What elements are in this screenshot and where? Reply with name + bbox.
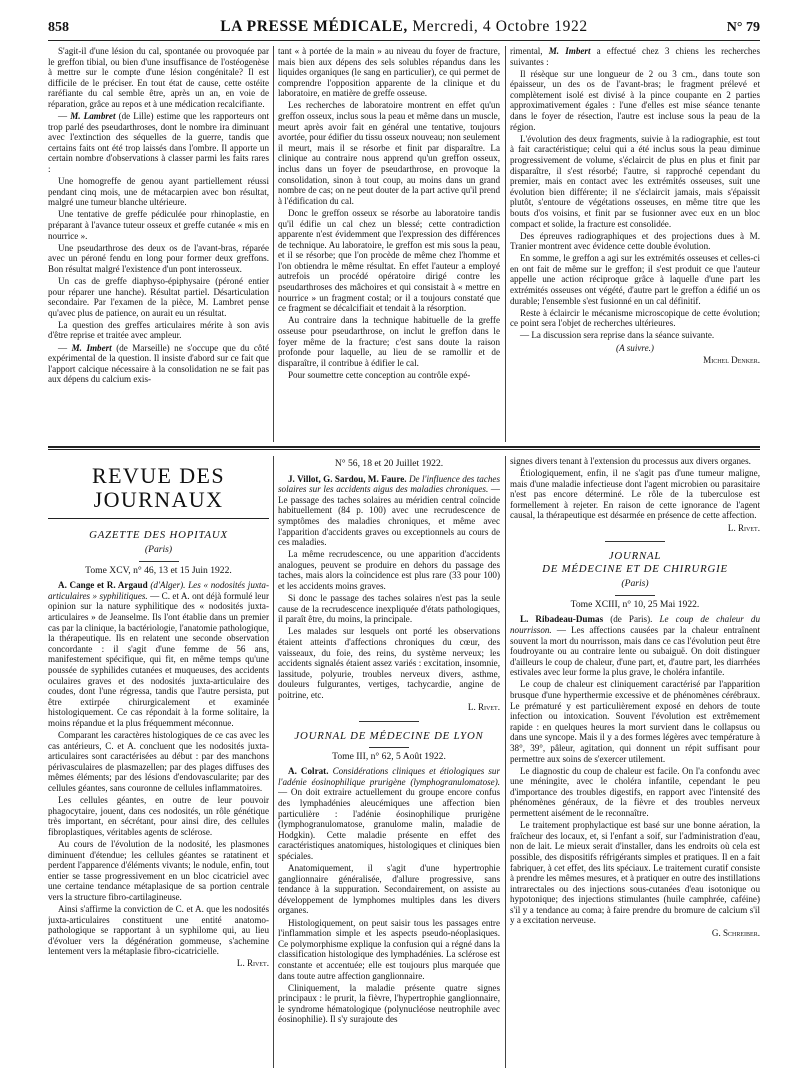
author-name: L. Ribadeau-Dumas [520,614,604,625]
paragraph: Histologiquement, on peut saisir tous les passages entre l'inflammation simple et les aspects pseudo-néoplasiques. Ce polymorphisme explique la confusion qui a régné dans la classification histologique des lymphadénies. La sclérose est constante et accentuée; elle est toujours plus marquée que dans toute autre affection ganglionnaire. [278,917,500,981]
divider [369,747,409,748]
bottom-column-2 [278,456,500,1068]
paragraph: Une pseudarthrose des deux os de l'avant-bras, réparée avec un péroné fendu en long pour former deux greffons. Bon résultat malgré l'existence d'un pont interosseux. [48,242,269,274]
article-title: (d'Alger). Les « nodosités juxta-articulaires » syphilitiques. [48,580,269,601]
issue-number: N° 79 [726,20,760,35]
signature: Michel Denker. [703,354,760,365]
paragraph: Si donc le passage des taches solaires n'est pas la seule cause de la recrudescence inexpliquée d'états pathologiques, il paraît être, du moins, la principale. [278,593,500,625]
issue-reference: N° 56, 18 et 20 Juillet 1922. [334,458,444,469]
author-name: A. Cange et R. Argaud [58,580,148,591]
author-name: M. Imbert [71,342,112,353]
signature: G. Schreiber. [711,927,760,938]
journal-heading: JOURNAL DE MÉDECINE DE LYON [294,729,484,742]
paragraph: Le traitement prophylactique est basé sur une bonne aération, la fraîcheur des locaux, et, si l'enfant a soif, sur l'administration d'eau, non de lait. Le mieux serait d'installer, dans les endroits où cela est possible, des dispositifs réfrigérants simples et pratiques. Il en a fait fabriquer, à cet effet, des lits spéciaux. Le traitement curatif consiste à prendre les mêmes mesures, et à pratiquer en outre des instillations intrarectales ou des injections sous-cutanées d'eau isotonique ou hypotonique; des injections stimulantes (huile camphrée, caféine) s'il y a tendance au coma; à faire prendre du bromure de calcium s'il y a excitation nerveuse. [510,820,760,926]
article-title: Le coup de chaleur du nourrisson. [510,614,760,635]
header-rule [48,40,760,41]
author-name: J. Villot, G. Sardou, M. Faure. [288,473,407,484]
paragraph: Au cours de l'évolution de la nodosité, les plasmones diminuent d'étendue; les cellules géantes se ratatinent et perdent l'apparence d'éléments vivants; le nodule, enfin, tout entier se tasse progressivement en un bloc cicatriciel avec une certaine tendance métaplasique de sa portion centrale vers la structure fibro-cartilagineuse. [48,838,269,902]
paragraph: Ainsi s'affirme la conviction de C. et A. que les nodosités juxta-articulaires constituent une entité anatomo-pathologique se rapportant à un syphilome qui, au lieu d'évoluer vers la dégénération gommeuse, s'achemine lentement vers la métaplasie fibro-cicatricielle. [48,904,269,957]
paragraph: Au contraire dans la technique habituelle de la greffe osseuse pour pseudarthrose, on inclut le greffon dans le foyer même de la fracture; c'est sans doute la raison profonde pour laquelle, au lieu de se ramollir et de disparaître, il contribue à édifier le cal. [278,315,500,368]
divider [615,595,655,596]
paragraph: S'agit-il d'une lésion du cal, spontanée ou provoquée par le greffon tibial, ou bien d'une insuffisance de l'ostéogenèse à mettre sur le compte d'une lésion congénitale? Il est difficile de le préciser. En tout état de cause, cette ostéite raréfiante du cal semble être, après un an, en voie de réparation, grâce au repos et à une médication recalcifiante. [48,46,269,109]
signature: L. Rivet. [236,958,269,969]
paragraph: Le diagnostic du coup de chaleur est facile. On l'a confondu avec une méningite, avec le choléra infantile, cependant le peu d'importance des troubles digestifs, en rapport avec l'intensité des phénomènes généraux, de la fièvre et des troubles nerveux permettent aisément de le reconnaître. [510,765,760,819]
author-name: M. Lambret [70,111,116,122]
top-column-1 [48,46,269,442]
paragraph: Un cas de greffe diaphyso-épiphysaire (péroné entier pour réparer une hanche). Résultat partiel. Désarticulation secondaire. Par l'examen de la pièce, M. Lambret pense qu'avec plus de patience, on aurait eu un résultat. [48,275,269,318]
divider [605,541,665,542]
paragraph: Comparant les caractères histologiques de ce cas avec les cas antérieurs, C. et A. concluent que les nodosités juxta-articulaires sont caractérisées au début : par des manchons périvasculaires de plasmazellen; par des plages diffuses des mêmes éléments; par des lésions d'endovascularite; par des cellules géantes, sans couronne de cellules inflammatoires. [48,730,269,793]
journal-city: (Paris) [144,544,173,555]
abstract-paragraph: J. Villot, G. Sardou, M. Faure. De l'influence des taches solaires sur les accidents aigus des maladies chroniques. — Le passage des taches solaires au méridien central coïncide habituellement (84 p. 100) avec une recrudescence de symptômes des maladies chroniques, et même avec l'apparition d'accidents graves ou exceptionnels au cours de ces maladies. [278,473,500,548]
issue-reference: Tome XCV, n° 46, 13 et 15 Juin 1922. [85,564,232,576]
paragraph: En somme, le greffon a agi sur les extrémités osseuses et celles-ci en ont fait de même sur le greffon; il s'est produit ce que l'auteur appelle une action réciproque grâce à laquelle d'une part les extrémités osseuses ont végété, d'autre part le greffon a édifié un os durable; l'ensemble s'est fusionné en un cal définitif. [510,253,760,306]
section-title: REVUE DES JOURNAUX [92,463,225,512]
paragraph: — M. Imbert (de Marseille) ne s'occupe que du côté expérimental de la question. Il insiste d'abord sur ce fait que l'apport calcique nécessaire à la consolidation ne se fait pas aux dépens du calcium exis- [48,342,269,385]
paragraph: La question des greffes articulaires mérite à son avis d'être reprise et traitée avec ampleur. [48,319,269,341]
section-rule [48,446,760,448]
divider [359,721,419,722]
issue-reference: Tome XCIII, n° 10, 25 Mai 1922. [570,598,700,610]
paragraph: Pour soumettre cette conception au contrôle expé- [288,369,471,380]
journal-city: (Paris) [621,578,649,590]
paragraph: La même recrudescence, ou une apparition d'accidents analogues, peuvent se produire en dehors du passage des taches, mais alors la coïncidence est plus rare (33 pour 100) et les accidents moins graves. [278,549,500,592]
column-divider [273,456,274,1068]
journal-heading: GAZETTE DES HOPITAUX [89,529,228,541]
issue-date: Mercredi, 4 Octobre 1922 [412,18,588,35]
paragraph: rimental, M. Imbert a effectué chez 3 chiens les recherches suivantes : [510,46,760,67]
author-name: A. Colrat. [288,766,329,777]
paragraph: L'évolution des deux fragments, suivie à la radiographie, est tout à fait caractéristique; celui qui a été inclus sous la peau diminue progressivement de volume, s'éclaircit de plus en plus et finit par disparaître, il s'est résorbé; l'autre, si rapproché cependant du premier, mais en contact avec les extrémités osseuses, suit une évolution bien différente; il ne s'éclaircit jamais, mais s'épaissit plutôt, s'entoure de végétations osseuses, en même titre que les bouts d'os voisins, et finit par se fusionner avec eux en un bloc compact et solide, la fracture est consolidée. [510,133,760,229]
section-rule [48,449,760,450]
issue-reference: Tome III, n° 62, 5 Août 1922. [332,750,446,762]
journal-heading: JOURNAL [608,550,662,563]
signature: L. Rivet. [727,522,760,533]
running-header [48,18,760,38]
paragraph: — La discussion sera reprise dans la séance suivante. [520,330,715,341]
signature: L. Rivet. [467,702,500,713]
paragraph: signes divers tenant à l'extension du processus aux divers organes. [510,456,751,466]
paragraph: Cliniquement, la maladie présente quatre signes principaux : le prurit, la fièvre, l'hypertrophie ganglionnaire, le syndrome hématologique (polynucléose neutrophile avec éosinophilie). Il s'y surajoute des [278,982,500,1025]
to-be-continued: (A suivre.) [616,342,654,353]
paragraph: Reste à éclaircir le mécanisme microscopique de cette évolution; ce point sera l'objet de recherches ultérieures. [510,307,760,329]
top-column-3 [510,46,760,442]
divider [139,561,179,562]
abstract-paragraph: A. Cange et R. Argaud (d'Alger). Les « nodosités juxta-articulaires » syphilitiques. — C. et A. ont déjà formulé leur opinion sur la nature syphilitique des « nodosités juxta-articulaires » de Jeanselme. Ils l'ont établie dans un premier cas par la clinique, la bactériologie, l'anatomie pathologique, la thérapeutique. Ils en relatent une seconde observation concordante : il s'agit d'une femme de 56 ans, manifestement spécifique, qui fit, en même temps qu'une poussée de syphilides cutanées et muqueuses, des accidents oculaires graves et des nodosités juxta-articulaire des coudes, dont l'une régressa, tandis que l'autre persista, put être extirpée chirurgicalement et examinée histologiquement. Ce cas répondait à la forme solitaire, la moins répandue et la plus fréquemment méconnue. [48,580,269,728]
abstract-paragraph: A. Colrat. Considérations cliniques et étiologiques sur l'adénie éosinophilique prurigène (lymphogranulomatose). — On doit extraire actuellement du groupe encore confus des lymphadénies aleucémiques une affection bien particulière : l'adénie éosinophilique prurigène (lymphogranulomatose, granulome malin, maladie de Hodgkin). Cette maladie présente en effet des caractéristiques anatomiques, histologiques et cliniques bien spéciales. [278,766,500,861]
page-number: 858 [48,20,69,35]
article-title: Considérations cliniques et étiologiques sur l'adénie éosinophilique prurigène (lymphogranulomatose). [278,766,500,787]
paragraph: Les recherches de laboratoire montrent en effet qu'un greffon osseux, inclus sous la peau et même dans un muscle, meurt après avoir fait en général une tentative, toujours avortée, pour édifier du tissu osseux nouveau; non seulement il meurt, mais il se résorbe et finit par disparaître. La clinique au contraire nous apprend qu'un greffon osseux, inclus dans un foyer de pseudarthrose, en provoque la consolidation, sinon à tout coup, au moins dans un grand nombre de cas; on ne peut douter de la part active qu'il prend à l'édification du cal. [278,100,500,206]
article-title: De l'influence des taches solaires sur les accidents aigus des maladies chroniques. [278,473,500,495]
column-divider [273,46,274,442]
column-divider [505,456,506,1068]
paragraph: Les cellules géantes, en outre de leur pouvoir phagocytaire, jouent, dans ces nodosités, un rôle génétique très important, en sécrétant, pour ainsi dire, des cellules fibroplastiques, véritables agents de sclérose. [48,795,269,837]
paragraph: Une tentative de greffe pédiculée pour rhinoplastie, en préparant à l'avance tuteur osseux et greffe cutanée « mis en nourrice ». [48,209,269,241]
paragraph: Une homogreffe de genou ayant partiellement réussi pendant cinq mois, une de métacarpien avec bon résultat, malgré une tumeur blanche ultérieure. [48,176,269,208]
paragraph: tant « à portée de la main » au niveau du foyer de fracture, mais bien aux dépens des sels solubles répandus dans les liquides organiques (le sang en particulier), ce qui permet de comprendre l'opposition apparente de la clinique et du laboratoire, en matière de greffe osseuse. [278,46,500,99]
paragraph: Le coup de chaleur est cliniquement caractérisé par l'apparition brusque d'une hyperthermie excessive et de phénomènes cérébraux. Le prématuré y est particulièrement exposé en dehors de toute infection ou intoxication. Souvent l'évolution est extrêmement rapide : en quelques heures la mort survient dans le collapsus ou dans une syncope. Mais il y a des formes légères avec température à 38°, 39°, pâleur, agitation, qui donnent un répit suffisant pour permettre aux soins de s'exercer utilement. [510,679,760,764]
paragraph: Les malades sur lesquels ont porté les observations étaient atteints d'affections chroniques du cœur, des vaisseaux, du foie, des reins, du système nerveux; les accidents signalés étaient assez variés : excitation, insomnie, lassitude, polyurie, troubles nerveux divers, asthme, douleurs fulgurantes, vertiges, tachycardie, angine de poitrine, etc. [278,626,500,700]
author-name: M. Imbert [548,46,591,56]
paragraph: Étiologiquement, enfin, il ne s'agit pas d'une tumeur maligne, mais d'une maladie infectieuse dont l'agent microbien ou parasitaire n'est pas encore déterminé. Le rôle de la tuberculose est formellement à rejeter. En raison de cette ignorance de l'agent causal, la thérapeutique est désarmée en présence de cette affection. [510,468,760,521]
column-divider [505,46,506,442]
paragraph: Il résèque sur une longueur de 2 ou 3 cm., dans toute son épaisseur, un des os de l'avant-bras; le fragment prélevé et complètement isolé est divisé à la pince coupante en 2 parties approximativement égales : l'une d'elles est mise séance tenante dans le foyer de résection, l'autre est incluse sous la peau de la région. [510,68,760,132]
journal-title [108,18,700,36]
abstract-paragraph: L. Ribadeau-Dumas (de Paris). Le coup de chaleur du nourrisson. — Les affections causées par la chaleur entraînent souvent la mort du nourrisson, mais dans ce cas l'évolution peut être foudroyante ou au contraire lente ou subaiguë. On doit distinguer d'ailleurs le coup de chaleur, d'une part, et, d'autre part, les diarrhées estivales avec leur forme la plus grave, le choléra infantile. [510,614,760,678]
paragraph: — M. Lambret (de Lille) estime que les rapporteurs ont trop parlé des pseudarthroses, dont le nombre ira diminuant avec l'extinction des séquelles de la guerre, tandis que certains faits ont été trop laissés dans l'ombre. Il apporte un certain nombre d'observations à classer parmi les faits rares : [48,111,269,175]
bottom-column-1 [48,456,269,1068]
top-column-2 [278,46,500,442]
title-rule [48,518,269,519]
journal-name: LA PRESSE MÉDICALE, [220,18,408,35]
paragraph: Des épreuves radiographiques et des projections dues à M. Tranier montrent avec évidence cette double évolution. [510,230,760,252]
journal-heading: DE MÉDECINE ET DE CHIRURGIE [542,563,728,576]
bottom-column-3 [510,456,760,1068]
paragraph: Donc le greffon osseux se résorbe au laboratoire tandis qu'il édifie un cal chez un blessé; cette contradiction apparente n'est évidemment que l'expression des différences de technique. Au laboratoire, le greffon est mis sous la peau, et il se résorbe; que l'on procède de même chez l'homme et l'on obtiendra le même résultat. En effet l'auteur a employé autrefois un procédé opératoire dirigé contre les pseudarthroses des mâchoires et qui consistait à « mettre en nourrice » un fragment costal; or il a toujours constaté que ce fragment se décalcifiait et tendait à la résorption. [278,207,500,314]
paragraph: Anatomiquement, il s'agit d'une hypertrophie ganglionnaire généralisée, d'allure progressive, sans tendance à la suppuration. Secondairement, on assiste au développement de lymphomes multiples dans les divers organes. [278,863,500,916]
